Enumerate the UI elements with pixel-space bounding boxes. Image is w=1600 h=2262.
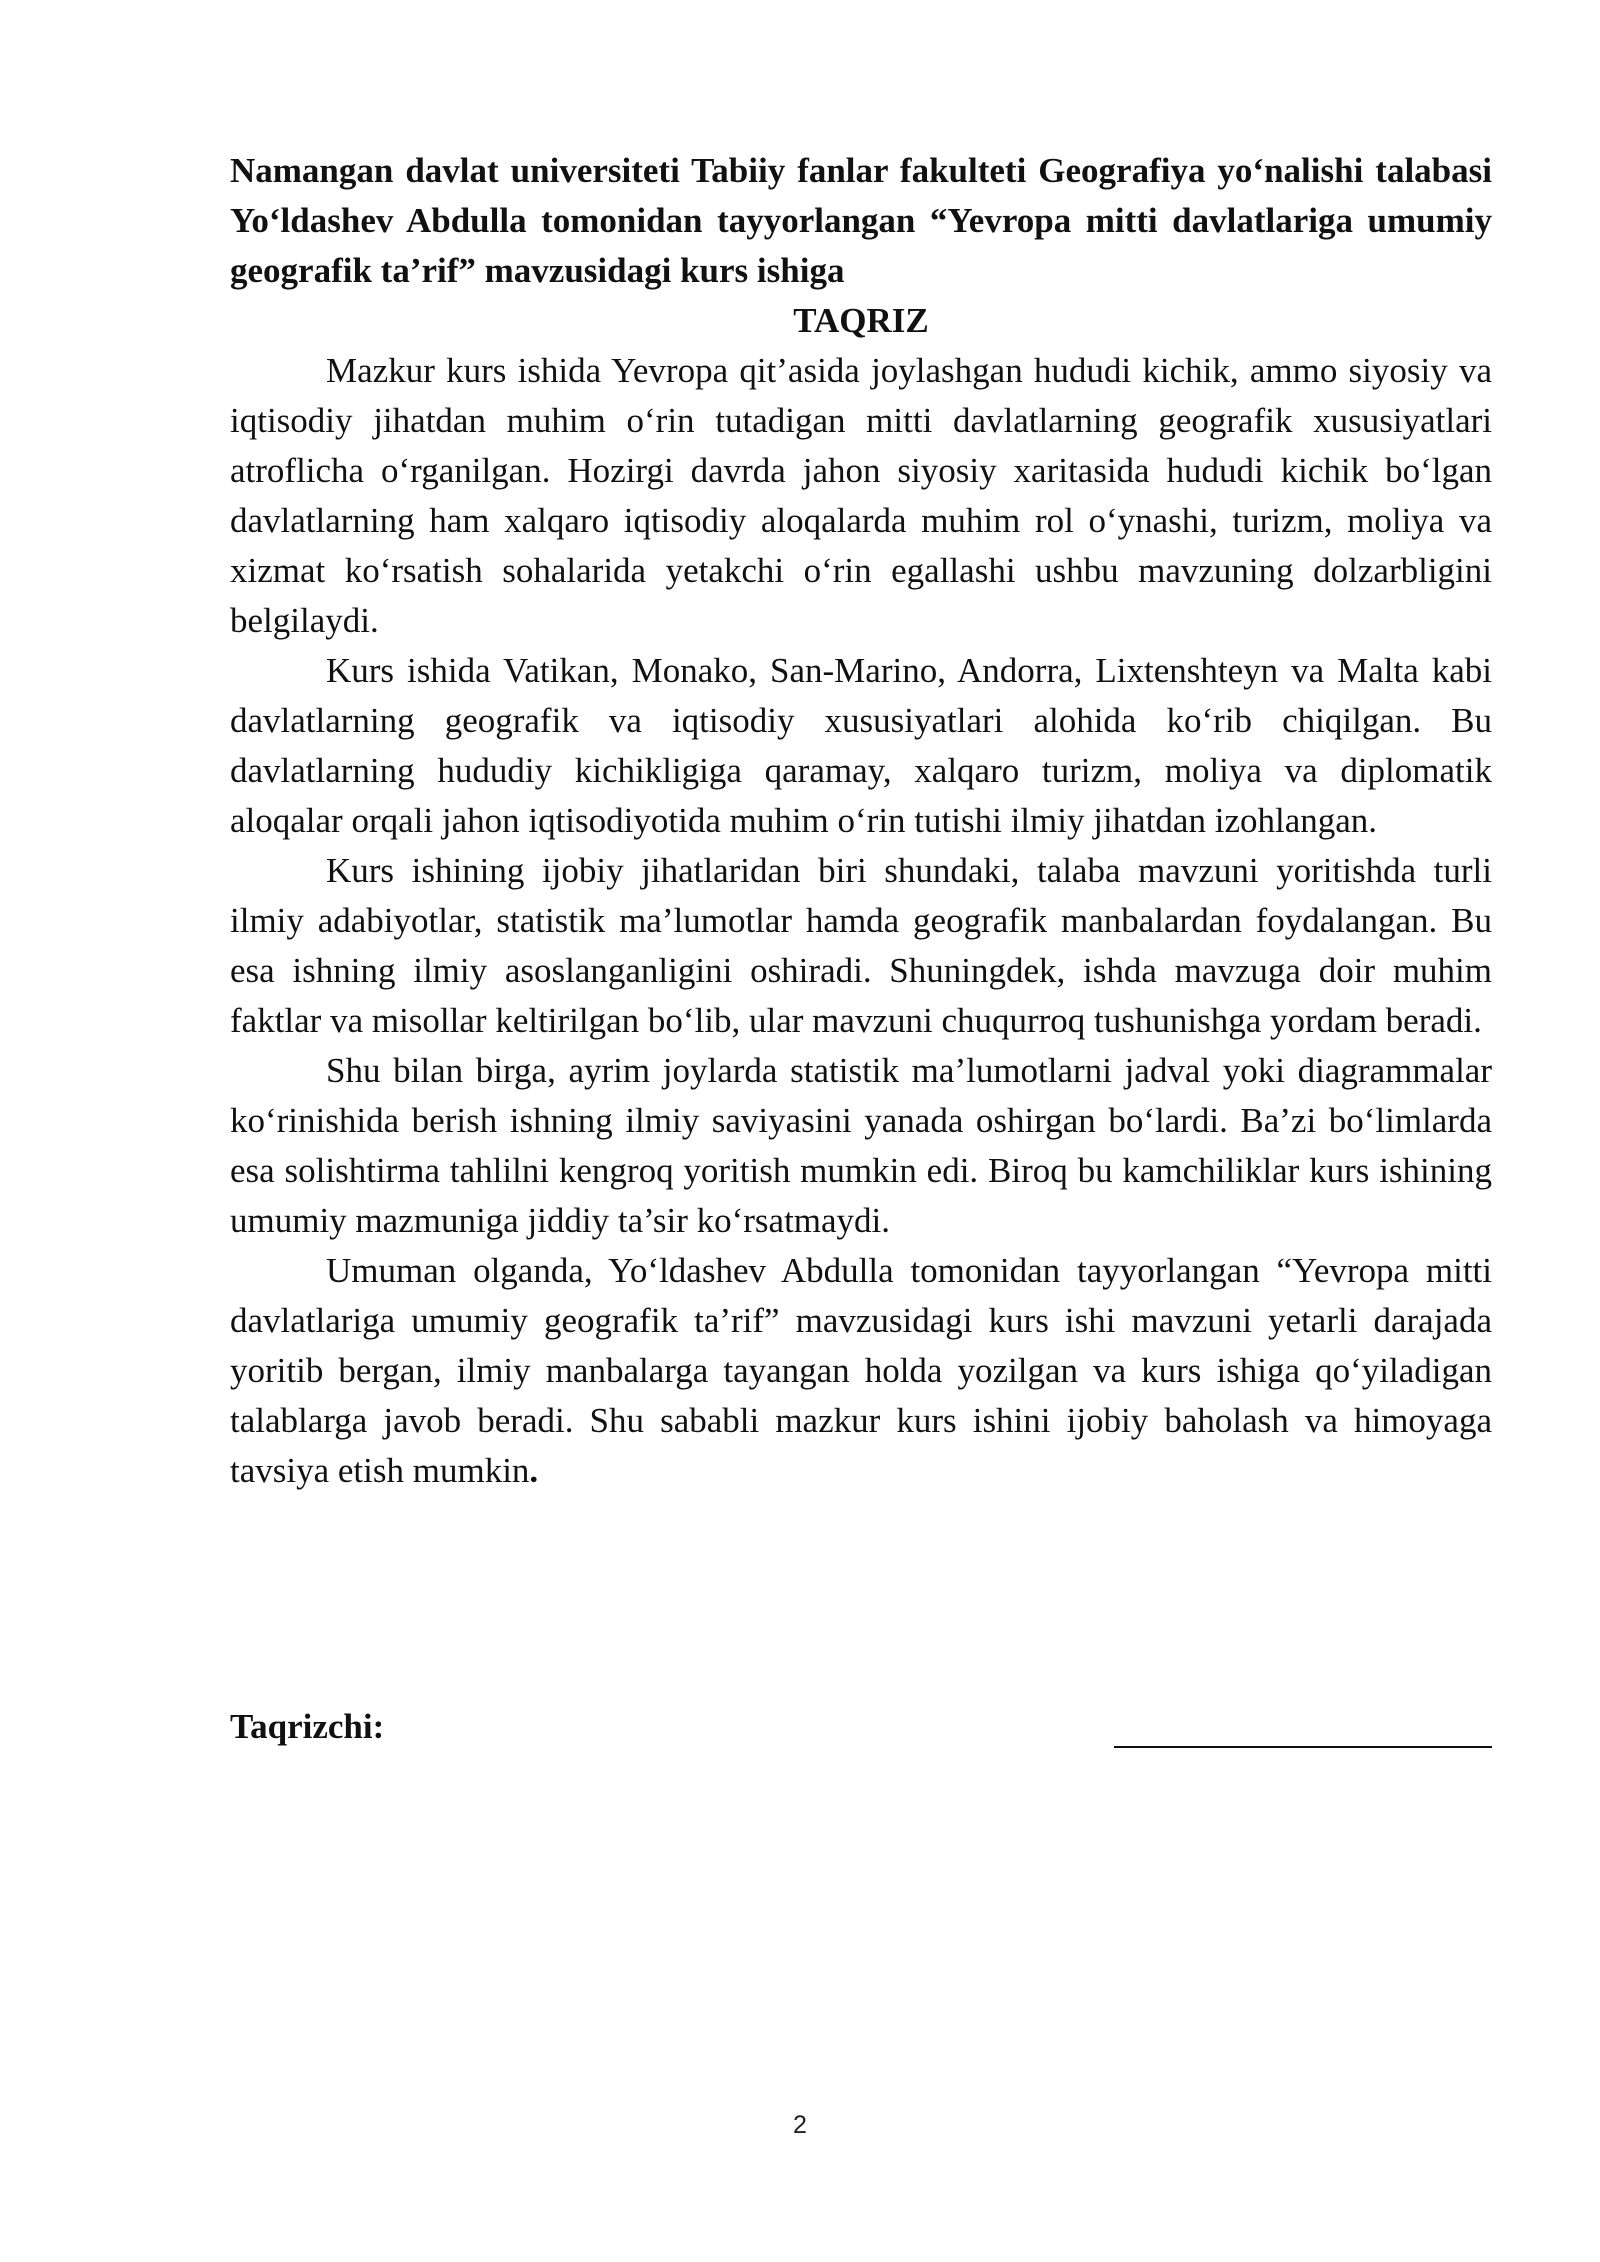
document-body <box>230 146 1492 1496</box>
document-title: TAQRIZ <box>793 301 929 340</box>
paragraph-countries: Kurs ishida Vatikan, Monako, San-Marino, Andorra, Lixtenshteyn va Malta kabi davlatlarning geografik va iqtisodiy xususiyatlari alohida ko‘rib chiqilgan. Bu davlatlarning hududiy kichikligiga qaramay, xalqaro turizm, moliya va diplomatik aloqalar orqali jahon iqtisodiyotida muhim o‘rin tutishi ilmiy jihatdan izohlangan. <box>230 651 1492 840</box>
conclusion-period: . <box>529 1451 539 1490</box>
paragraph-relevance: Mazkur kurs ishida Yevropa qit’asida joylashgan hududi kichik, ammo siyosiy va iqtisodiy jihatdan muhim o‘rin tutadigan mitti davlatlarning geografik xususiyatlari atroflicha o‘rganilgan. Hozirgi davrda jahon siyosiy xaritasida hududi kichik bo‘lgan davlatlarning ham xalqaro iqtisodiy aloqalarda muhim rol o‘ynashi, turizm, moliya va xizmat ko‘rsatish sohalarida yetakchi o‘rin egallashi ushbu mavzuning dolzarbligini belgilaydi. <box>230 351 1492 640</box>
paragraph-conclusion <box>230 1246 1492 1496</box>
reviewer-label: Taqrizchi: <box>230 1707 385 1746</box>
paragraph-strengths: Kurs ishining ijobiy jihatlaridan biri shundaki, talaba mavzuni yoritishda turli ilmiy adabiyotlar, statistik ma’lumotlar hamda geografik manbalardan foydalangan. Bu esa ishning ilmiy asoslanganligini oshiradi. Shuningdek, ishda mavzuga doir muhim faktlar va misollar keltirilgan bo‘lib, ular mavzuni chuqurroq tushunishga yordam beradi. <box>230 851 1492 1040</box>
signature-block <box>230 1702 1492 1758</box>
signature-line <box>1114 1746 1492 1748</box>
page-number: 2 <box>793 2111 807 2139</box>
conclusion-text: Umuman olganda, Yo‘ldashev Abdulla tomonidan tayyorlangan “Yevropa mitti davlatlariga umumiy geografik ta’rif” mavzusidagi kurs ishi mavzuni yetarli darajada yoritib bergan, ilmiy manbalarga tayangan holda yozilgan va kurs ishiga qo‘yiladigan talablarga javob beradi. Shu sababli mazkur kurs ishini ijobiy baholash va himoyaga tavsiya etish mumkin <box>230 1251 1492 1490</box>
paragraph-shortcomings: Shu bilan birga, ayrim joylarda statistik ma’lumotlarni jadval yoki diagrammalar ko‘rinishida berish ishning ilmiy saviyasini yanada oshirgan bo‘lardi. Ba’zi bo‘limlarda esa solishtirma tahlilni kengroq yoritish mumkin edi. Biroq bu kamchiliklar kurs ishining umumiy mazmuniga jiddiy ta’sir ko‘rsatmaydi. <box>230 1051 1492 1240</box>
document-heading: Namangan davlat universiteti Tabiiy fanlar fakulteti Geografiya yo‘nalishi talabasi Yo‘ldashev Abdulla tomonidan tayyorlangan “Yevropa mitti davlatlariga umumiy geografik ta’rif” mavzusidagi kurs ishiga <box>230 151 1492 290</box>
